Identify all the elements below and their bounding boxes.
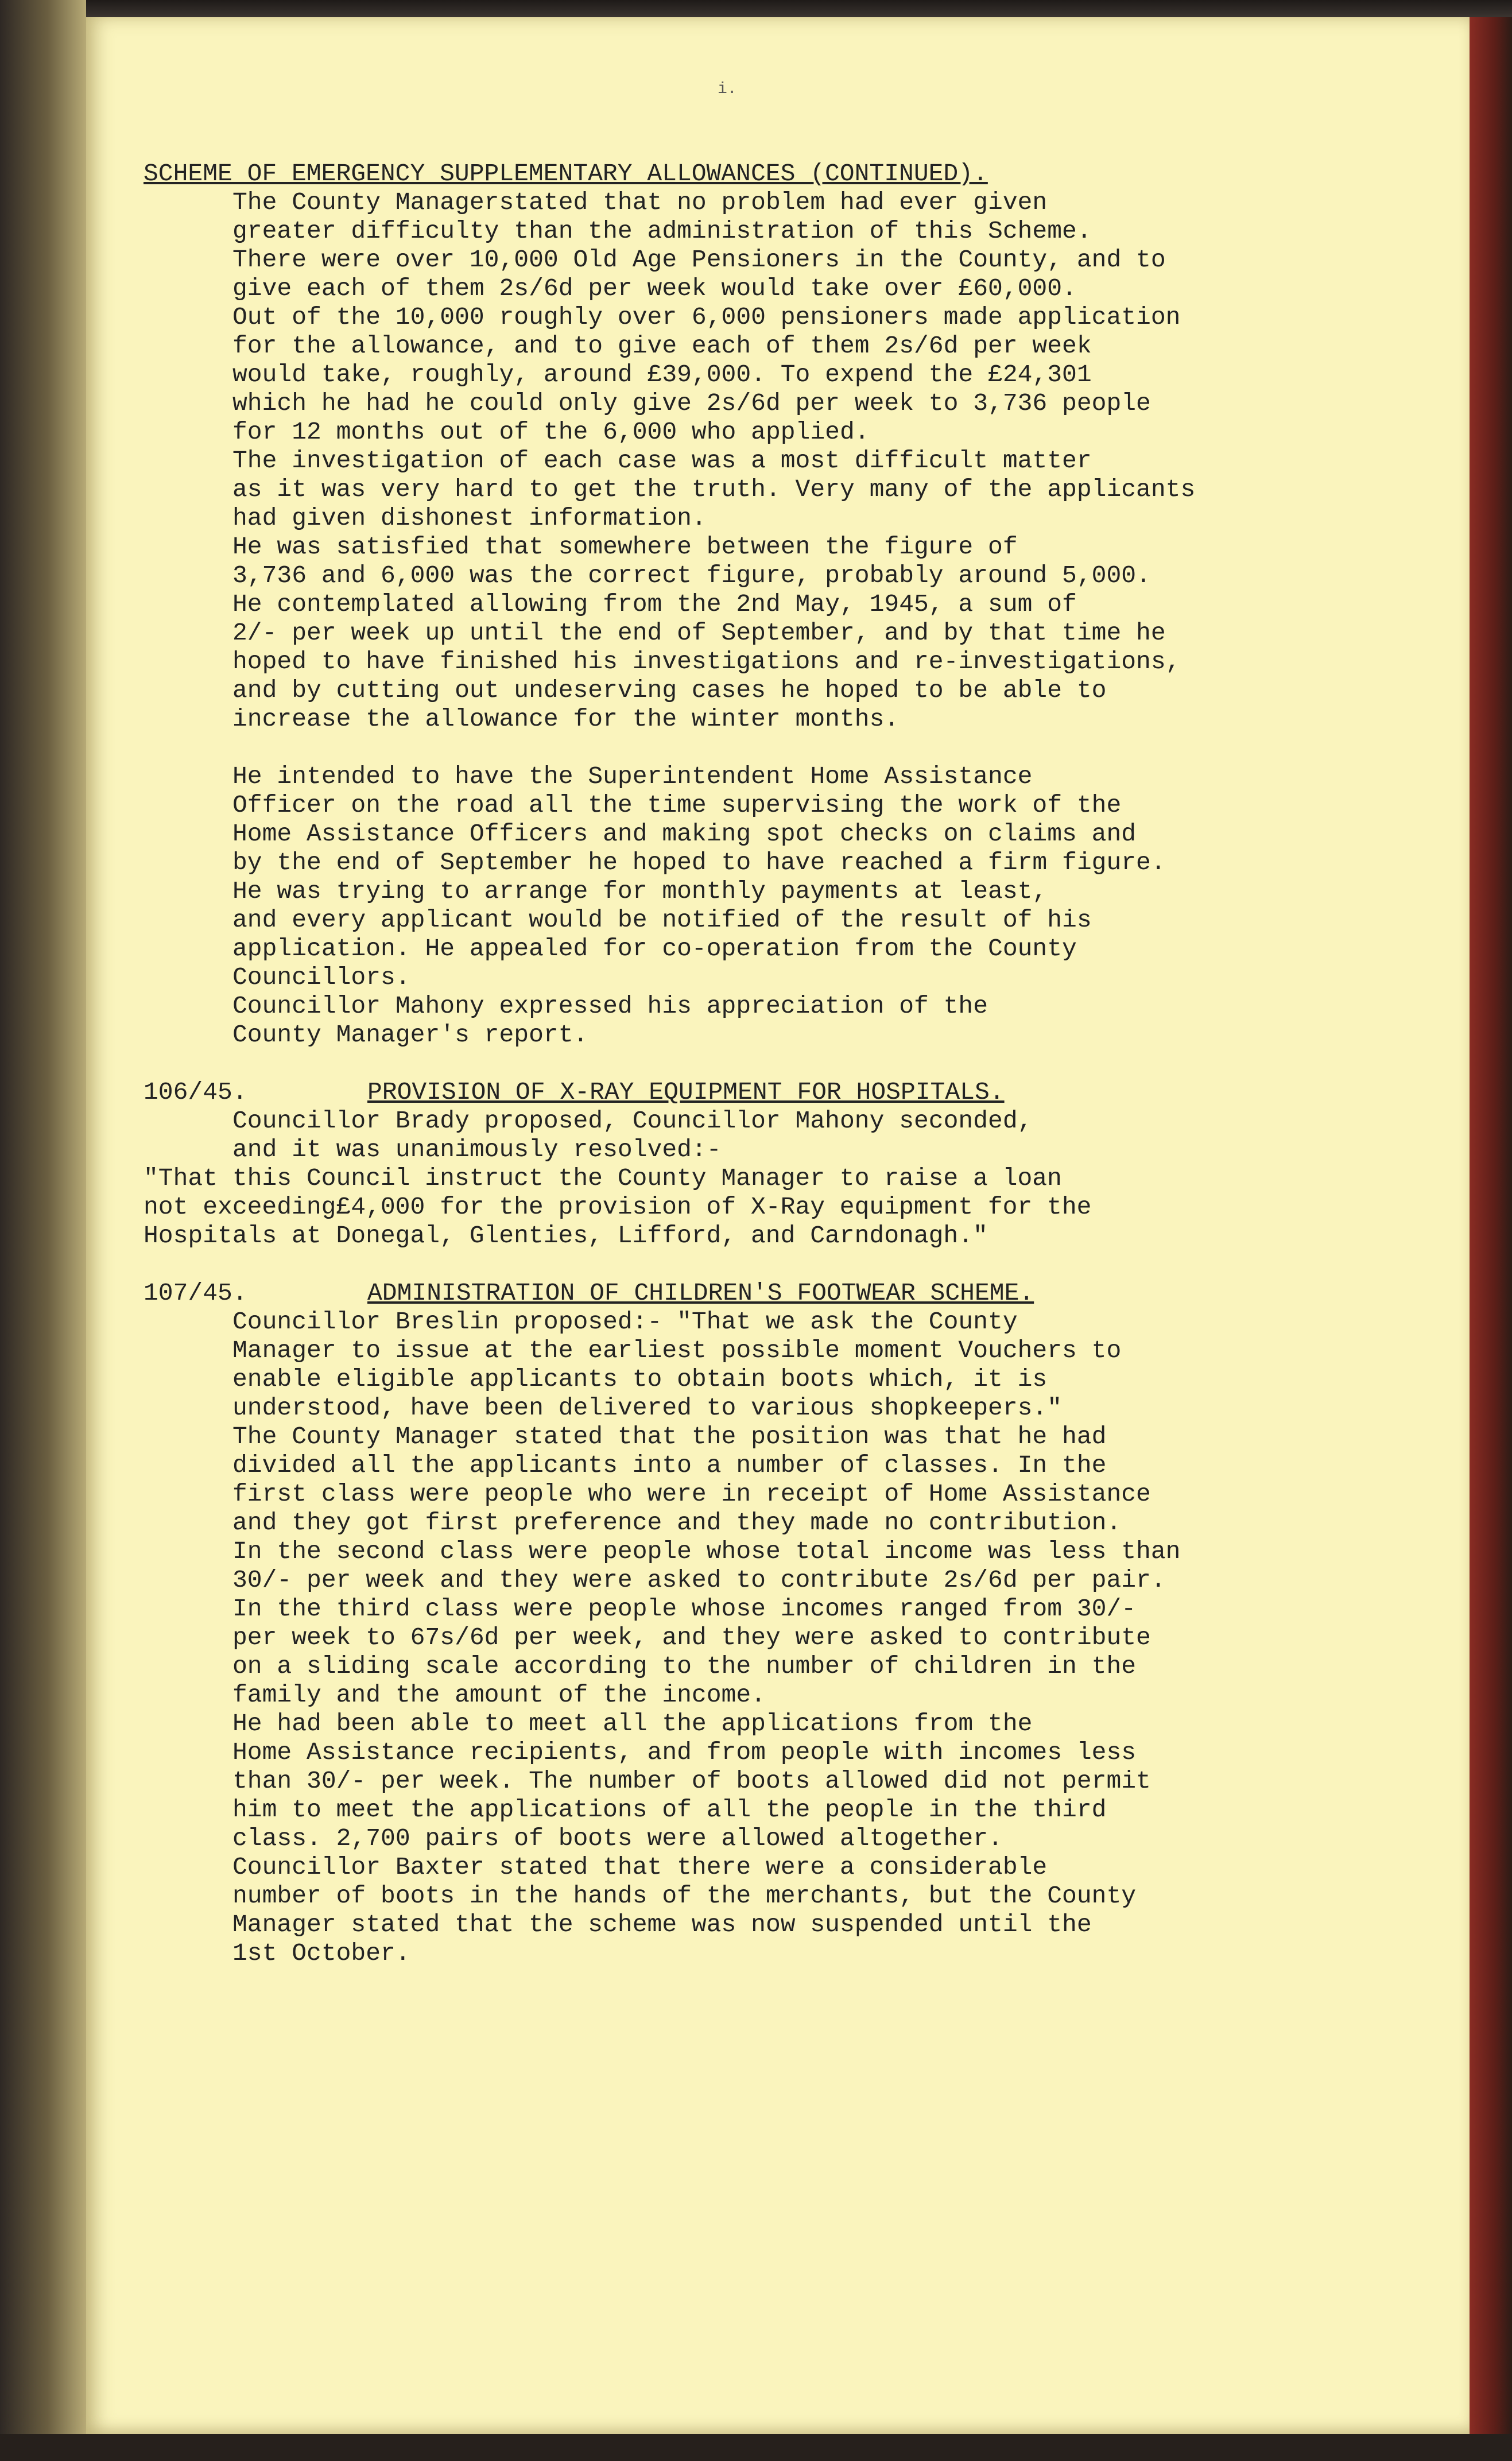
resolution-106-heading [144,1078,1383,1107]
resolution-title: ADMINISTRATION OF CHILDREN'S FOOTWEAR SCHEME. [367,1279,1034,1307]
paragraph: Councillor Baxter stated that there were a considerable number of boots in the hands of the merchants, but the County Manager stated that the scheme was now suspended until the 1st October. [232,1853,1137,1967]
paragraph: The County Manager stated that the position was that he had divided all the applicants into a number of classes. In the first class were people who were in receipt of Home Assistance and they got first preference and they made no contribution. In the second class were people whose total income was less than 30/- per week and they were asked to contribute 2s/6d per pair. In the third class were people whose incomes ranged from 30/- per week to 67s/6d per week, and they were asked to contribute on a sliding scale according to the number of children in the family and the amount of the income. [232,1423,1181,1709]
paragraph: He intended to have the Superintendent Home Assistance Officer on the road all the time supervising the work of the Home Assistance Officers and making spot checks on claims and by the end of September he hoped to have reached a firm figure. [232,762,1166,877]
book-cover-edge [1470,17,1512,2434]
paragraph: Councillor Brady proposed, Councillor Mahony seconded, and it was unanimously resolved:- [232,1107,1033,1164]
paragraph: He had been able to meet all the applications from the Home Assistance recipients, and from people with incomes less than 30/- per week. The number of boots allowed did not permit him to meet the applications of all the people in the third class. 2,700 pairs of boots were allowed altogether. [232,1710,1151,1852]
paragraph: He was trying to arrange for monthly payments at least, and every applicant would be notified of the result of his application. He appealed for co-operation from the County Councillors. [232,877,1092,991]
resolution-title: PROVISION OF X-RAY EQUIPMENT FOR HOSPITALS. [367,1078,1005,1106]
resolution-106-body [144,1107,1383,1250]
paragraph: "That this Council instruct the County Manager to raise a loan not exceeding£4,000 for the provision of X-Ray equipment for the Hospitals at Donegal, Glenties, Lifford, and Carndonagh." [144,1164,1092,1250]
paragraph: The County Managerstated that no problem had ever given greater difficulty than the administration of this Scheme. There were over 10,000 Old Age Pensioners in the County, and to give each of them 2s/6d per week would take over £60,000. Out of the 10,000 roughly over 6,000 pensioners made application for the allowance, and to give each of them 2s/6d per week would take, roughly, around £39,000. To expend the £24,301 which he had he could only give 2s/6d per week to 3,736 people for 12 months out of the 6,000 who applied. [232,188,1181,446]
resolution-107-heading [144,1279,1383,1308]
page-mark: i. [718,80,737,98]
resolution-107-body [144,1308,1383,1968]
paragraph: Councillor Mahony expressed his appreciation of the County Manager's report. [232,992,988,1049]
resolution-number: 106/45. [144,1078,247,1106]
paragraph: He was satisfied that somewhere between the figure of 3,736 and 6,000 was the correct figure, probably around 5,000. [232,533,1151,590]
minutes-text [144,160,1383,1968]
resolution-number: 107/45. [144,1279,247,1307]
scan-top-edge [0,0,1512,17]
section-allowances-body [144,188,1383,1049]
paragraph: Councillor Breslin proposed:- "That we ask the County Manager to issue at the earliest possible moment Vouchers to enable eligible applicants to obtain boots which, it is understood, have been delivered to various shopkeepers." [232,1308,1122,1422]
scan-bottom-edge [0,2434,1512,2461]
paragraph: The investigation of each case was a most difficult matter as it was very hard to get the truth. Very many of the applicants had given dishonest information. [232,447,1196,532]
section-heading-allowances: SCHEME OF EMERGENCY SUPPLEMENTARY ALLOWANCES (CONTINUED). [144,160,988,188]
paragraph: He contemplated allowing from the 2nd May, 1945, a sum of 2/- per week up until the end of September, and by that time he hoped to have finished his investigations and re-investigations, and by cutting out undeserving cases he hoped to be able to increase the allowance for the winter months. [232,590,1181,733]
binding-shadow [0,0,86,2461]
